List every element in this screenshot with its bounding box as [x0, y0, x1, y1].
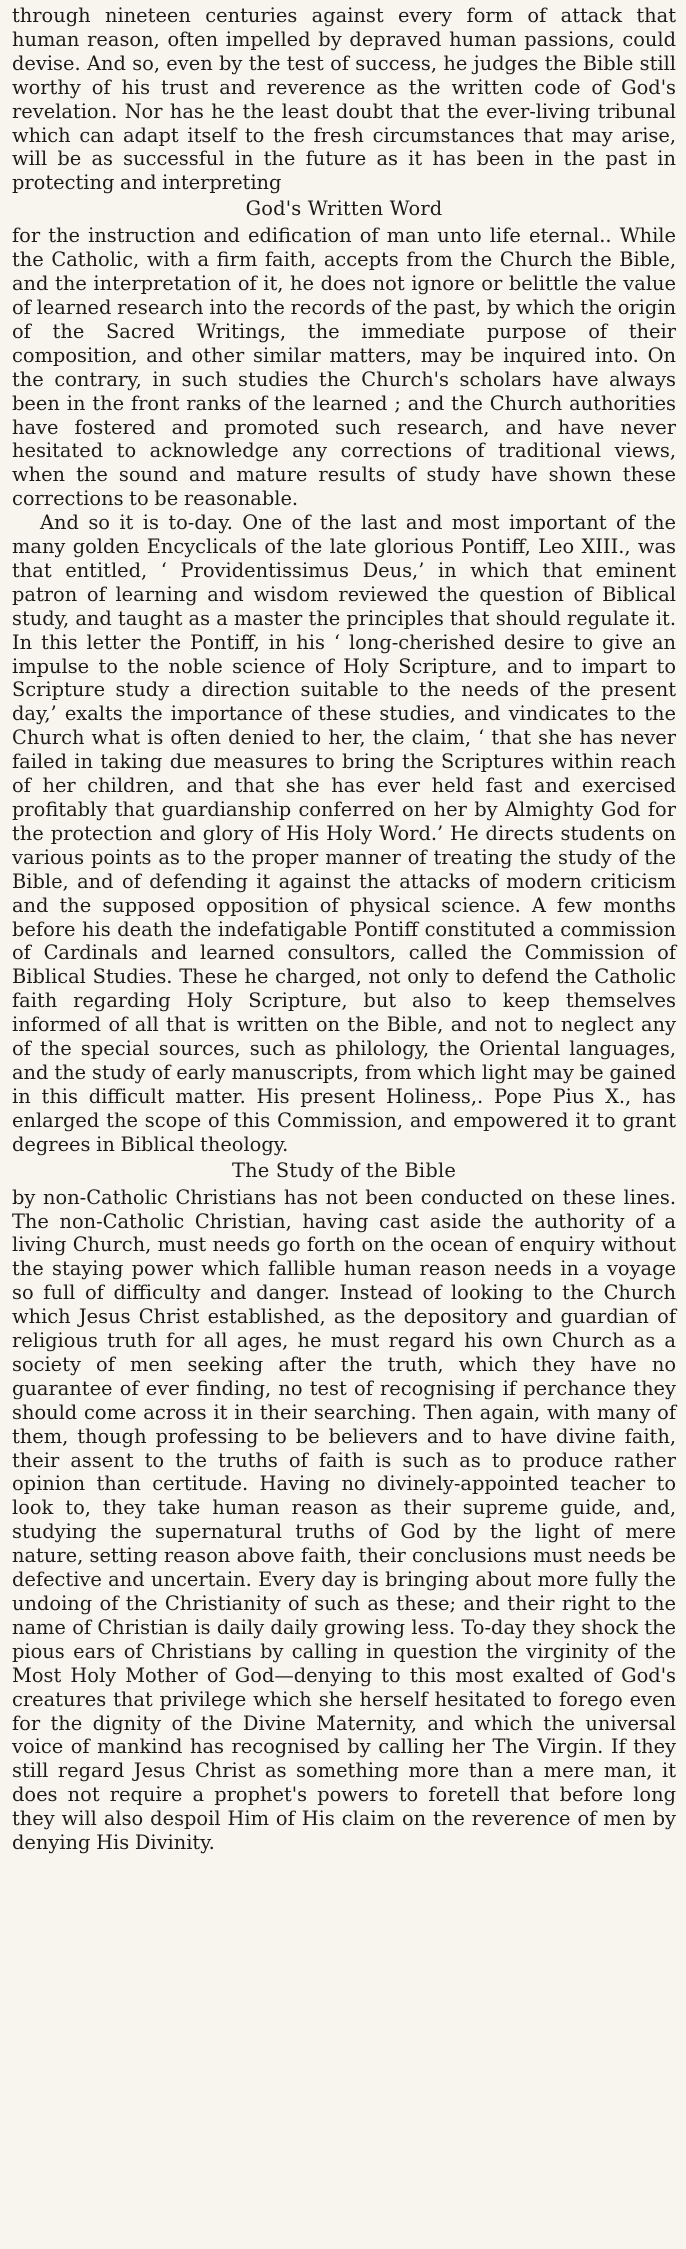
paragraph-non-catholic-study: by non-Catholic Christians has not been conducted on these lines. The non-Catholic Christian, having cast aside the authority of a living Church, must needs go forth on the ocean of enquiry without the staying power which fallible human reason needs in a voyage so full of difficulty and danger. Instead of looking to the Church which Jesus Christ established, as the depository and guardian of religious truth for all ages, he must regard his own Church as a society of men seeking after the truth, which they have no guarantee of ever finding, no test of recognising if perchance they should come across it in their searching. Then again, with many of them, though professing to be believers and to have divine faith, their assent to the truths of faith is such as to produce rather opinion than certitude. Having no divinely-appointed teacher to look to, they take human reason as their supreme guide, and, studying the supernatural truths of God by the light of mere nature, setting reason above faith, their conclusions must needs be defective and uncertain. Every day is bringing about more fully the undoing of the Christianity of such as these; and their right to the name of Christian is daily daily growing less. To-day they shock the pious ears of Christians by calling in question the virginity of the Most Holy Mother of God—denying to this most exalted of God's creatures that privilege which she herself hesitated to forego even for the dignity of the Divine Maternity, and which the universal voice of mankind has recognised by calling her The Virgin. If they still regard Jesus Christ as something more than a mere man, it does not require a prophet's powers to foretell that before long they will also despoil Him of His claim on the reverence of men by denying His Divinity. [12, 1185, 676, 1855]
opening-paragraph: through nineteen centuries against every form of attack that human reason, often impelled by depraved human passions, could devise. And so, even by the test of success, he judges the Bible still worthy of his trust and reverence as the written code of God's revelation. Nor has he the least doubt that the ever-living tribunal which can adapt itself to the fresh circumstances that may arise, will be as successful in the future as it has been in the past in protecting and interpreting [12, 4, 676, 195]
section-heading-gods-written-word: God's Written Word [245, 197, 443, 221]
paragraph-catholic-research: for the instruction and edification of man unto life eternal.. While the Catholic, with a firm faith, accepts from the Church the Bible, and the interpretation of it, he does not ignore or belittle the value of learned research into the records of the past, by which the origin of the Sacred Writings, the immediate purpose of their composition, and other similar matters, may be inquired into. On the contrary, in such studies the Church's scholars have always been in the front ranks of the learned ; and the Church authorities have fostered and promoted such research, and have never hesitated to acknowledge any corrections of traditional views, when the sound and mature results of study have shown these corrections to be reasonable. [12, 224, 676, 511]
paragraph-encyclical: And so it is to-day. One of the last and most important of the many golden Encyclicals of the late glorious Pontiff, Leo XIII., was that entitled, ‘ Providentissimus Deus,’ in which that eminent patron of learning and wisdom reviewed the question of Biblical study, and taught as a master the principles that should regulate it. In this letter the Pontiff, in his ‘ long-cherished desire to give an impulse to the noble science of Holy Scripture, and to impart to Scripture study a direction suitable to the needs of the present day,’ exalts the importance of these studies, and vindicates to the Church what is often denied to her, the claim, ‘ that she has never failed in taking due measures to bring the Scriptures within reach of her children, and that she has ever held fast and exercised profitably that guardianship conferred on her by Almighty God for the protection and glory of His Holy Word.’ He directs students on various points as to the proper manner of treating the study of the Bible, and of defending it against the attacks of modern criticism and the supposed opposition of physical science. A few months before his death the indefatigable Pontiff constituted a commission of Cardinals and learned consultors, called the Commission of Biblical Studies. These he charged, not only to defend the Catholic faith regarding Holy Scripture, but also to keep themselves informed of all that is written on the Bible, and not to neglect any of the special sources, such as philology, the Oriental languages, and the study of early manuscripts, from which light may be gained in this difficult matter. His present Holiness,. Pope Pius X., has enlarged the scope of this Commission, and empowered it to grant degrees in Biblical theology. [12, 511, 676, 1156]
section-heading-study-of-the-bible: The Study of the Bible [231, 1158, 457, 1182]
